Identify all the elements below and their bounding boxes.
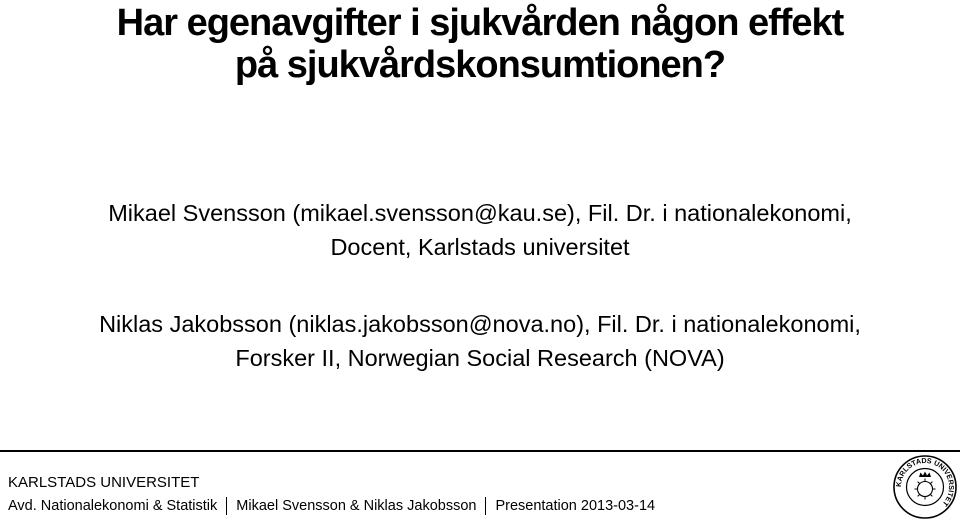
footer-presenters: Mikael Svensson & Niklas Jakobsson bbox=[236, 498, 477, 514]
footer-separator bbox=[226, 497, 227, 515]
author-1-line-2: Docent, Karlstads universitet bbox=[330, 234, 630, 260]
footer-organization: KARLSTADS UNIVERSITET bbox=[8, 474, 200, 491]
footer-divider bbox=[0, 450, 960, 452]
author-block-svensson bbox=[0, 196, 960, 264]
seal-text: KARLSTADS UNIVERSITET bbox=[893, 455, 957, 509]
slide-title bbox=[0, 2, 960, 86]
university-seal-icon bbox=[893, 455, 957, 519]
slide-title-line-1: Har egenavgifter i sjukvården någon effekt bbox=[116, 2, 844, 44]
footer-presentation: Presentation 2013-03-14 bbox=[495, 498, 656, 514]
author-2-line-1: Niklas Jakobsson (niklas.jakobsson@nova.no), Fil. Dr. i nationalekonomi, bbox=[99, 311, 861, 337]
author-block-jakobsson bbox=[0, 307, 960, 375]
author-1-line-1: Mikael Svensson (mikael.svensson@kau.se), Fil. Dr. i nationalekonomi, bbox=[108, 200, 852, 226]
author-2-line-2: Forsker II, Norwegian Social Research (NOVA) bbox=[235, 345, 725, 371]
footer-separator bbox=[485, 497, 486, 515]
slide-title-line-2: på sjukvårdskonsumtionen? bbox=[234, 44, 726, 86]
footer-department: Avd. Nationalekonomi & Statistik bbox=[8, 498, 218, 514]
footer-info-row bbox=[8, 497, 655, 515]
